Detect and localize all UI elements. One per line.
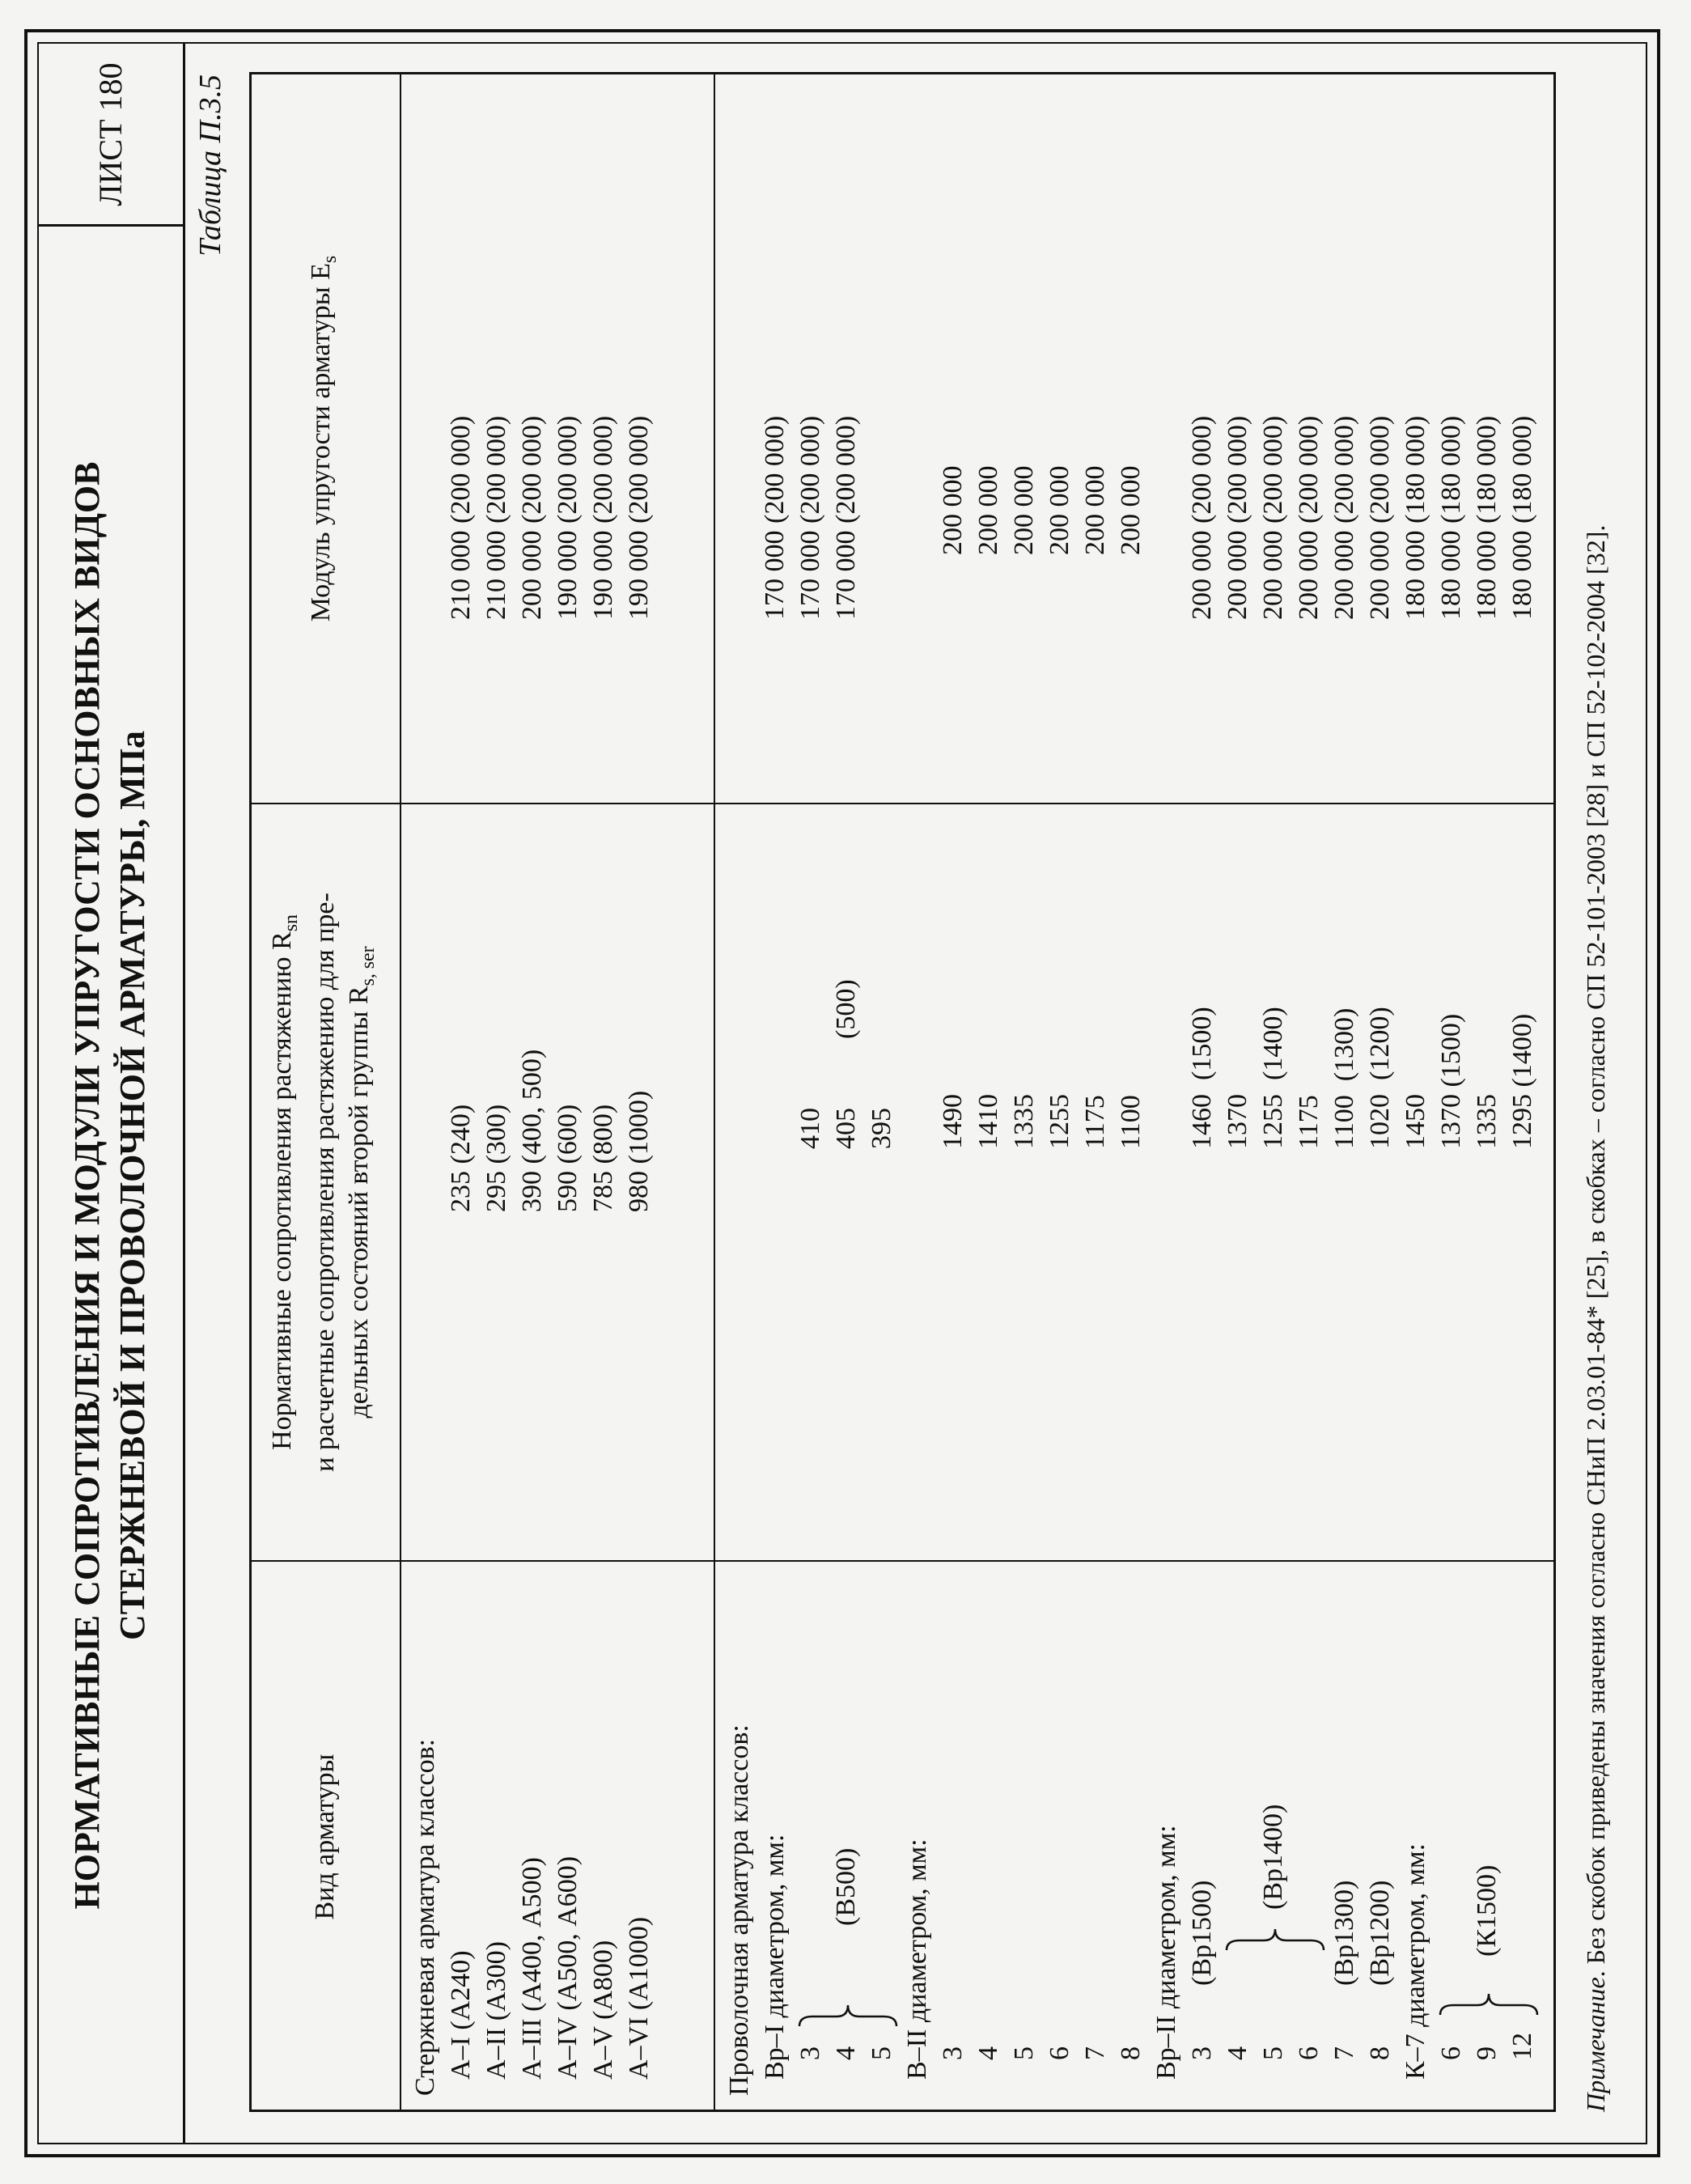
title-line-1: НОРМАТИВНЫЕ СОПРОТИВЛЕНИЯ И МОДУЛИ УПРУГОСТИ ОСНОВНЫХ ВИДОВ (67, 461, 107, 1910)
header-type: Вид арматуры (310, 1754, 340, 1920)
vr2-resistance: 1255 (1400) (1258, 1007, 1288, 1149)
k7-class-label: (К1500) (1472, 1864, 1502, 1957)
bar-type: А–II (А300) (481, 1941, 511, 2080)
vr2-diameter: 8 (1365, 2046, 1395, 2060)
k7-heading: К–7 диаметром, мм: (1401, 1843, 1430, 2080)
bar-type: А–VI (А1000) (624, 1916, 654, 2080)
vr1-resistance: 405 (831, 1108, 861, 1149)
v2-modulus: 200 000 (938, 465, 968, 555)
v2-modulus: 200 000 (1080, 465, 1110, 555)
v2-modulus: 200 000 (1116, 465, 1146, 555)
bar-resistance: 295 (300) (481, 1104, 511, 1212)
v2-resistance: 1255 (1045, 1094, 1074, 1149)
vr1-diameter: 4 (831, 2046, 861, 2060)
vr2-class-label: (Вр1200) (1365, 1880, 1395, 1986)
v2-diameter: 7 (1080, 2046, 1110, 2060)
sheet-number: ЛИСТ 180 (91, 62, 129, 206)
k7-modulus: 180 000 (180 000) (1436, 415, 1466, 620)
vr1-resistance: 395 (867, 1108, 896, 1149)
v2-modulus: 200 000 (1045, 465, 1074, 555)
header-modulus-sub: s (319, 255, 341, 264)
vr2-class-label: (Вр1400) (1258, 1804, 1288, 1910)
vr2-diameter: 6 (1294, 2046, 1324, 2060)
vr2-diameter: 4 (1223, 2046, 1252, 2060)
k7-resistance: 1295 (1400) (1507, 1013, 1537, 1149)
k7-resistance: 1370 (1500) (1436, 1013, 1466, 1149)
table-header-border (400, 73, 401, 2112)
header-resistance-line-1: Нормативные сопротивления растяжению R (267, 931, 298, 1450)
bar-modulus: 190 000 (200 000) (553, 415, 583, 620)
bar-type: А–III (А400, А500) (517, 1857, 547, 2080)
vr1-resistance: 410 (795, 1108, 825, 1149)
k7-resistance: 1335 (1472, 1094, 1502, 1149)
table-right-border (249, 72, 1556, 74)
v2-resistance: 1100 (1116, 1095, 1146, 1149)
k7-modulus: 180 000 (180 000) (1507, 415, 1537, 620)
bar-modulus: 190 000 (200 000) (588, 415, 618, 620)
k7-modulus: 180 000 (180 000) (1401, 415, 1430, 620)
header-modulus-text: Модуль упругости арматуры E (305, 263, 336, 622)
vr1-class-label: (В500) (831, 1847, 861, 1926)
table-caption: Таблица П.3.5 (193, 74, 227, 257)
v2-diameter: 3 (938, 2046, 968, 2060)
table-bottom-border (1553, 73, 1556, 2112)
vr2-modulus: 200 000 (200 000) (1329, 415, 1359, 620)
k7-diameter: 9 (1472, 2046, 1502, 2060)
table-note (1581, 525, 1611, 2112)
vr2-diameter: 7 (1329, 2046, 1359, 2060)
title-line-2: СТЕРЖНЕВОЙ И ПРОВОЛОЧНОЙ АРМАТУРЫ, МПа (112, 731, 152, 1640)
vr2-modulus: 200 000 (200 000) (1365, 415, 1395, 620)
v2-diameter: 5 (1009, 2046, 1039, 2060)
v2-resistance: 1175 (1080, 1095, 1110, 1149)
vr2-class-label: (Вр1500) (1187, 1880, 1217, 1986)
header-resistance-line-2: и расчетные сопротивления растяжению для пре- (310, 893, 340, 1472)
vr2-class-label: (Вр1300) (1329, 1880, 1359, 1986)
k7-diameter: 6 (1436, 2046, 1466, 2060)
vr1-diameter: 5 (867, 2046, 896, 2060)
table-left-border (249, 2110, 1556, 2112)
vr2-resistance: 1100 (1300) (1329, 1007, 1359, 1149)
bar-type: А–IV (А500, А600) (553, 1855, 583, 2080)
v2-resistance: 1335 (1009, 1094, 1039, 1149)
v2-diameter: 6 (1045, 2046, 1074, 2060)
rotated-sheet (37, 42, 1647, 2144)
column-divider-2 (249, 803, 1556, 804)
vr2-heading: Вр–II диаметром, мм: (1151, 1825, 1181, 2080)
bar-modulus: 190 000 (200 000) (624, 415, 654, 620)
header-resistance-line-3: дельных состояний второй группы R (344, 986, 374, 1419)
v2-heading: В–II диаметром, мм: (902, 1838, 932, 2080)
section-bar-heading: Стержневая арматура классов: (410, 1738, 440, 2096)
header-resistance-sub-3: s, ser (357, 946, 379, 986)
bar-modulus: 210 000 (200 000) (481, 415, 511, 620)
vr2-modulus: 200 000 (200 000) (1258, 415, 1288, 620)
vr2-modulus: 200 000 (200 000) (1294, 415, 1324, 620)
vr2-diameter: 3 (1187, 2046, 1217, 2060)
bar-modulus: 210 000 (200 000) (446, 415, 476, 620)
header-modulus (251, 74, 400, 803)
vr2-resistance: 1020 (1200) (1365, 1007, 1395, 1149)
vr2-resistance: 1175 (1294, 1095, 1324, 1149)
bar-resistance: 390 (400, 500) (517, 1049, 547, 1212)
vr2-modulus: 200 000 (200 000) (1223, 415, 1252, 620)
page-title (37, 227, 183, 2144)
bar-modulus: 200 000 (200 000) (517, 415, 547, 620)
k7-diameter: 12 (1507, 2033, 1537, 2060)
v2-diameter: 8 (1116, 2046, 1146, 2060)
vr2-diameter: 5 (1258, 2046, 1288, 2060)
header-resistance (251, 804, 400, 1560)
vr1-modulus: 170 000 (200 000) (831, 415, 861, 620)
vr1-modulus: 170 000 (200 000) (795, 415, 825, 620)
v2-resistance: 1410 (973, 1094, 1003, 1149)
column-divider-1 (249, 1560, 1556, 1562)
k7-modulus: 180 000 (180 000) (1472, 415, 1502, 620)
note-text: . Без скобок приведены значения согласно СНиП 2.03.01-84* [25], в скобках – согласно СП 52-101-2003 [28] и СП 52-102-2004 [32]. (1581, 524, 1610, 1978)
vr1-brace-icon (796, 1999, 900, 2031)
header-resistance-sub-1: sn (281, 914, 302, 932)
bar-resistance: 235 (240) (446, 1104, 476, 1212)
k7-resistance: 1450 (1401, 1094, 1430, 1149)
vr2-modulus: 200 000 (200 000) (1187, 415, 1217, 620)
note-label: Примечание (1581, 1977, 1610, 2112)
v2-resistance: 1490 (938, 1094, 968, 1149)
vr1-modulus: 170 000 (200 000) (760, 415, 790, 620)
bar-resistance: 590 (600) (553, 1104, 583, 1212)
bar-type: А–I (А240) (446, 1950, 476, 2080)
vr2-resistance: 1460 (1500) (1187, 1007, 1217, 1149)
vr1-group-value: (500) (831, 979, 861, 1039)
v2-modulus: 200 000 (1009, 465, 1039, 555)
bar-resistance: 785 (800) (588, 1104, 618, 1212)
bar-resistance: 980 (1000) (624, 1090, 654, 1212)
v2-modulus: 200 000 (973, 465, 1003, 555)
k7-brace-icon (1437, 1987, 1541, 2020)
title-divider (183, 42, 185, 2144)
vr1-heading: Вр–I диаметром, мм: (760, 1834, 790, 2080)
v2-diameter: 4 (973, 2046, 1003, 2060)
bar-type: А–V (А800) (588, 1940, 618, 2080)
section-divider (714, 73, 715, 2112)
vr2-brace-icon (1223, 1923, 1327, 1955)
vr2-resistance: 1370 (1223, 1094, 1252, 1149)
section-wire-heading: Проволочная арматура классов: (724, 1724, 754, 2096)
vr1-diameter: 3 (795, 2046, 825, 2060)
